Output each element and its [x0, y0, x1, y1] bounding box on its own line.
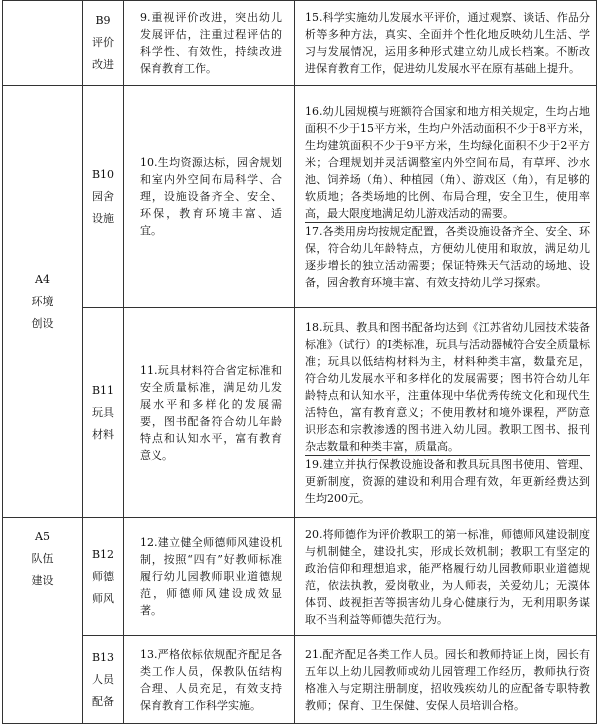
- item-code-cell: [83, 518, 124, 636]
- item-name: 玩具 材料: [92, 405, 114, 441]
- evaluation-standards-table: [2, 0, 597, 724]
- category-name: 队伍 建设: [31, 552, 54, 587]
- item-name: 评价 改进: [92, 36, 114, 71]
- category-cell-a5: [3, 518, 83, 724]
- table-row-b9: [3, 1, 597, 86]
- indicator-text: 21.配齐配足各类工作人员。园长和教师持证上岗，园长有五年以上幼儿园教师或幼儿园管理工作经历，教师执行资格准入与定期注册制度，招收残疾幼儿的应配备专职特教教师；保育、卫生保健、安保人员培训合格。: [305, 647, 590, 712]
- item-code-cell: [83, 1, 124, 86]
- indicator-cell: [295, 308, 597, 518]
- item-code-cell: [83, 308, 124, 518]
- item-description: 13.严格依标依规配齐配足各类工作人员，保教队伍结构合理、人员充足，有效支持保育教育工作科学实施。: [124, 636, 295, 724]
- indicator-text: 16.幼儿园规模与班额符合国家和地方相关规定，生均占地面积不少于15平方米，生均户外活动面积不少于8平方米，生均建筑面积不少于9平方米，生均绿化面积不少于2平方米；合理规划并灵活调整室内外空间布局，有草坪、沙水池、饲养场（角）、种植园（角）、游戏区（角），有足够的软质地；各类场地的比例、布局合理，安全卫生，使用率高，最大限度地满足幼儿游戏活动的需要。: [305, 104, 590, 220]
- item-code-cell: [83, 86, 124, 308]
- indicator-cell: [295, 86, 597, 308]
- category-cell-a4: [3, 86, 83, 518]
- indicator-text: 18.玩具、教具和图书配备均达到《江苏省幼儿园技术装备标准》（试行）的Ⅰ类标准，玩具与活动器械符合安全质量标准；玩具以低结构材料为主，材料种类丰富，数量充足，符合幼儿发展水平和多样化的发展需要；图书符合幼儿年龄特点和认知水平，注重体现中华优秀传统文化和现代生活特色，富有教育意义；不使用教材和境外课程，严防意识形态和宗教渗透的图书进入幼儿园。教职工图书、报刊杂志数量和种类丰富，质量高。: [305, 320, 590, 453]
- table-row-b10: [3, 86, 597, 308]
- item-description: 12.建立健全师德师风建设机制，按照“四有”好教师标准履行幼儿园教师职业道德规范，师德师风建设成效显著。: [124, 518, 295, 636]
- category-name: 环境 创设: [31, 294, 54, 330]
- blank-category-cell: [3, 1, 83, 86]
- item-name: 师德 师风: [92, 569, 114, 605]
- indicator-cell: [295, 1, 597, 86]
- indicator-text: 19.建立并执行保教设施设备和教具玩具图书使用、管理、更新制度，资源的建设和利用合理有效，年更新经费达到生均200元。: [305, 455, 590, 507]
- table-row-b12: [3, 518, 597, 636]
- indicator-cell: [295, 518, 597, 636]
- indicator-text: 15.科学实施幼儿发展水平评价，通过观察、谈话、作品分析等多种方法，真实、全面并个性化地反映幼儿生活、学习与发展情况，运用多种形式建立幼儿成长档案。不断改进保育教育工作，促进幼儿发展水平在原有基础上提升。: [305, 11, 590, 75]
- table-row-b11: [3, 308, 597, 518]
- item-description: 9.重视评价改进，突出幼儿发展评估，注重过程评估的科学性、有效性，持续改进保育教育工作。: [124, 1, 295, 86]
- item-code: B12: [91, 547, 115, 561]
- item-code: B9: [95, 14, 111, 27]
- category-code: A5: [35, 530, 50, 543]
- indicator-cell: [295, 636, 597, 724]
- table-row-b13: [3, 636, 597, 724]
- item-code: B10: [91, 167, 115, 181]
- indicator-text: 17.各类用房均按规定配置，各类设施设备齐全、安全、环保，符合幼儿年龄特点，方便幼儿使用和取放，满足幼儿逐步增长的独立活动需要；保证特殊天气活动的场地、设备，园舍教育环境丰富、有效支持幼儿学习探索。: [305, 222, 590, 291]
- item-code: B13: [91, 650, 115, 664]
- item-description: 10.生均资源达标，园舍规划和室内外空间布局科学、合理，设施设备齐全、安全、环保，教育环境丰富、适宜。: [124, 86, 295, 308]
- item-code-cell: [83, 636, 124, 724]
- item-description: 11.玩具材料符合省定标准和安全质量标准，满足幼儿发展水平和多样化的发展需要，图书配备符合幼儿年龄特点和认知水平，富有教育意义。: [124, 308, 295, 518]
- item-name: 园舍 设施: [92, 189, 114, 225]
- item-name: 人员 配备: [92, 672, 114, 708]
- indicator-text: 20.将师德作为评价教职工的第一标准，师德师风建设制度与机制健全，建设扎实，形成长效机制；教职工有坚定的政治信仰和理想追求，能严格履行幼儿园教师职业道德规范，依法执教，爱岗敬业，为人师表，关爱幼儿；无漠体体罚、歧视拒苦等损害幼儿身心健康行为，无利用职务谋取不当利益等师德失范行为。: [305, 527, 590, 626]
- item-code: B11: [91, 383, 115, 397]
- category-code: A4: [35, 272, 50, 286]
